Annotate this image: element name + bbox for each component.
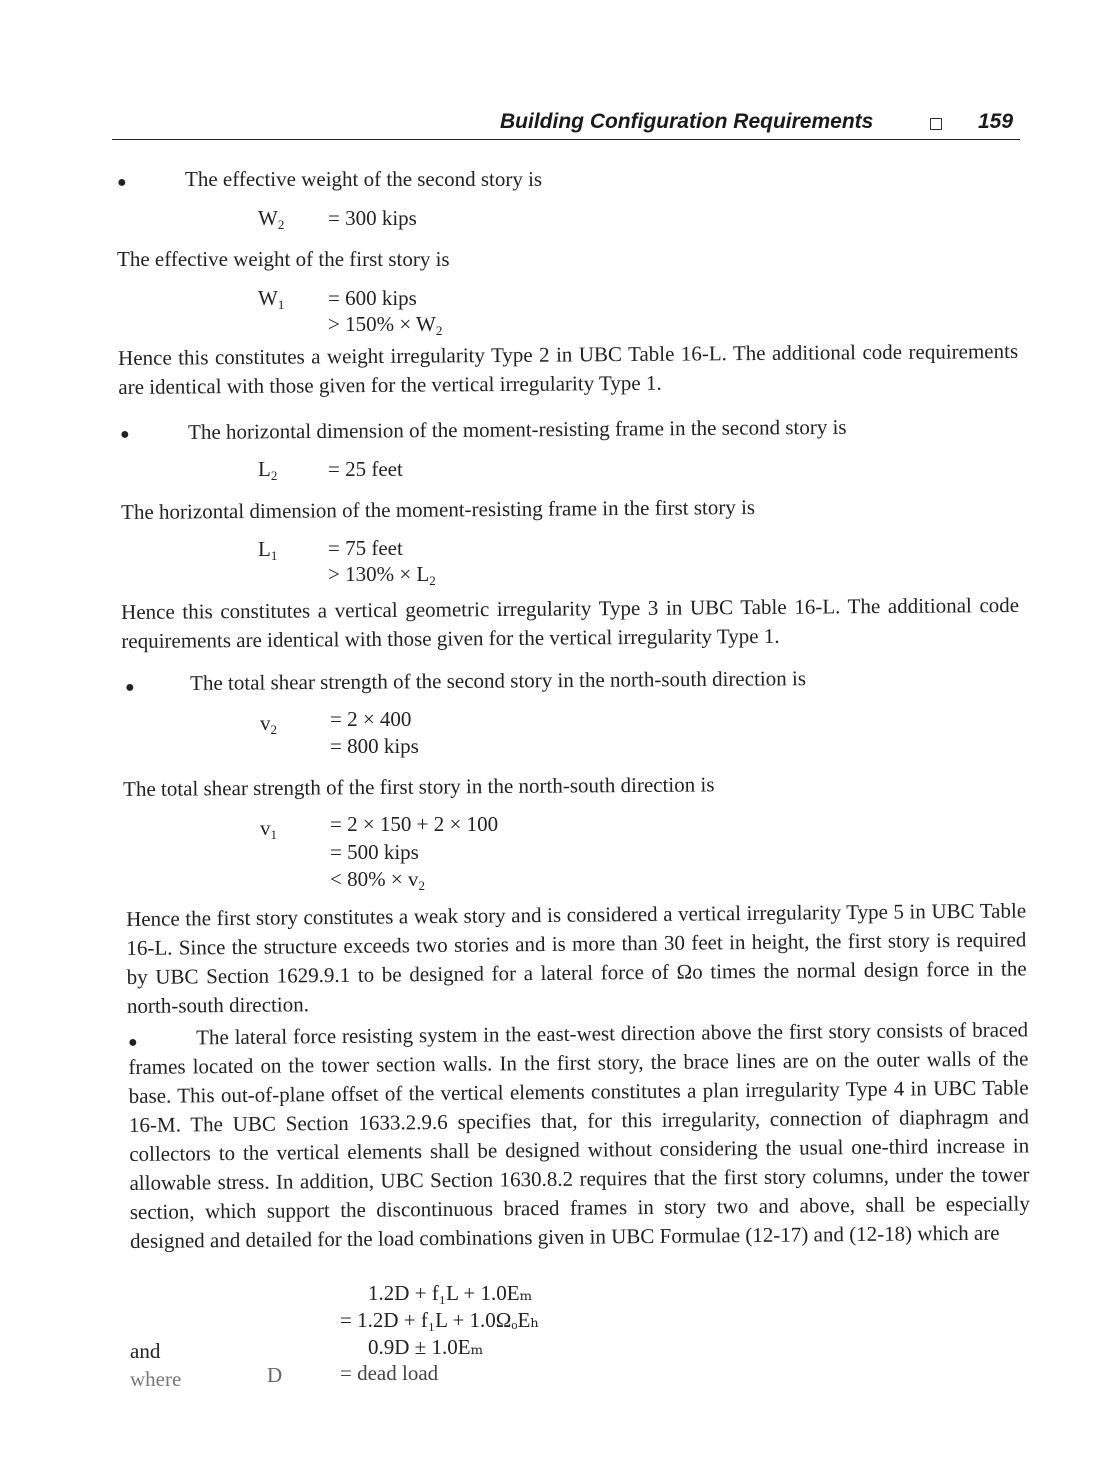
header-rule (112, 139, 1020, 140)
paragraph-first-story-shear: The total shear strength of the first story in the north-south direction is (123, 772, 715, 801)
equation-w2-var: $W_2$ (258, 206, 285, 232)
paragraph-weak-story: Hence the first story constitutes a weak story and is considered a vertical irregularity Type 5 in UBC Table 16-L. Since the structure exceeds two stories and is more than 30 feet in height, the first story is required by UBC Section 1629.9.1 to be designed for a lateral force of Ωo times the normal design force in the north-south direction. (126, 898, 1027, 1018)
where-definition: = dead load (340, 1361, 439, 1385)
paragraph-weight-irregularity: Hence this constitutes a weight irregularity Type 2 in UBC Table 16-L. The additional code requirements are identical with those given for the vertical irregularity Type 1. (118, 338, 1019, 399)
equation-v1-var: $v_1$ (260, 816, 277, 842)
equation-v2-var: $v_2$ (260, 711, 277, 737)
paragraph-first-story-dimension: The horizontal dimension of the moment-resisting frame in the first story is (121, 495, 756, 524)
equation-v1-rhs: = 2 × 150 + 2 × 100 (330, 812, 499, 836)
bullet-icon: ● (120, 426, 130, 443)
paragraph-geometric-irregularity: Hence this constitutes a vertical geometric irregularity Type 3 in UBC Table 16-L. The additional code requirements are identical with those given for the vertical irregularity Type 1. (121, 592, 1020, 653)
equation-l1-compare: > $130\% \times L_2$ (328, 562, 436, 588)
equation-w2-rhs: = 300 kips (328, 206, 417, 230)
where-variable: D (267, 1363, 283, 1387)
equation-w1-compare: > $150\% \times W_2$ (328, 312, 443, 338)
formula-12-17: 1.2D + f₁L + 1.0Eₘ (368, 1281, 533, 1305)
equation-v2-rhs: = 2 × 400 (330, 707, 412, 731)
equation-l1-var: $L_1$ (258, 537, 278, 563)
paragraph-second-story-dimension: The horizontal dimension of the moment-resisting frame in the second story is (188, 414, 847, 444)
box-glyph-icon (930, 118, 942, 130)
equation-v1-result: = 500 kips (330, 840, 419, 864)
equation-l2-var: $L_2$ (258, 457, 278, 483)
formula-12-18: 0.9D ± 1.0Eₘ (368, 1335, 484, 1359)
equation-l1-rhs: = 75 feet (328, 536, 403, 560)
equation-v2-result: = 800 kips (330, 734, 419, 758)
label-where: where (130, 1367, 182, 1391)
bullet-icon: ● (117, 174, 127, 191)
equation-w1-rhs: = 600 kips (328, 286, 417, 310)
formula-12-17-expanded: = 1.2D + f₁L + 1.0ΩₒEₕ (340, 1308, 540, 1332)
bullet-icon: ● (128, 1034, 138, 1051)
label-and: and (130, 1339, 161, 1363)
running-title: Building Configuration Requirements (500, 110, 874, 133)
page-number: 159 (978, 110, 1014, 133)
paragraph-second-story-shear: The total shear strength of the second story in the north-south direction is (190, 666, 807, 695)
paragraph-plan-irregularity: The lateral force resisting system in the east-west direction above the first story consists of braced frames located on the tower section walls. In the first story, the brace lines are on the outer walls of the base. This out-of-plane offset of the vertical elements constitutes a plan irregularity Type 4 in UBC Table 16-M. The UBC Section 1633.2.9.6 specifies that, for this irregularity, connection of diaphragm and collectors to the vertical elements shall be designed without considering the usual one-third increase in allowable stress. In addition, UBC Section 1630.8.2 requires that the first story columns, under the tower section, which support the discontinuous braced frames in story two and above, shall be especially designed and detailed for the load combinations given in UBC Formulae (12-17) and (12-18) which are (128, 1017, 1030, 1253)
equation-v1-compare: < $80\% \times v_2$ (330, 867, 425, 893)
equation-l2-rhs: = 25 feet (328, 457, 403, 481)
paragraph-second-story-weight: The effective weight of the second story is (185, 167, 543, 191)
bullet-icon: ● (125, 679, 135, 696)
equation-w1-var: $W_1$ (258, 286, 285, 312)
paragraph-first-story-weight: The effective weight of the first story is (117, 247, 450, 271)
running-header (500, 110, 1020, 140)
